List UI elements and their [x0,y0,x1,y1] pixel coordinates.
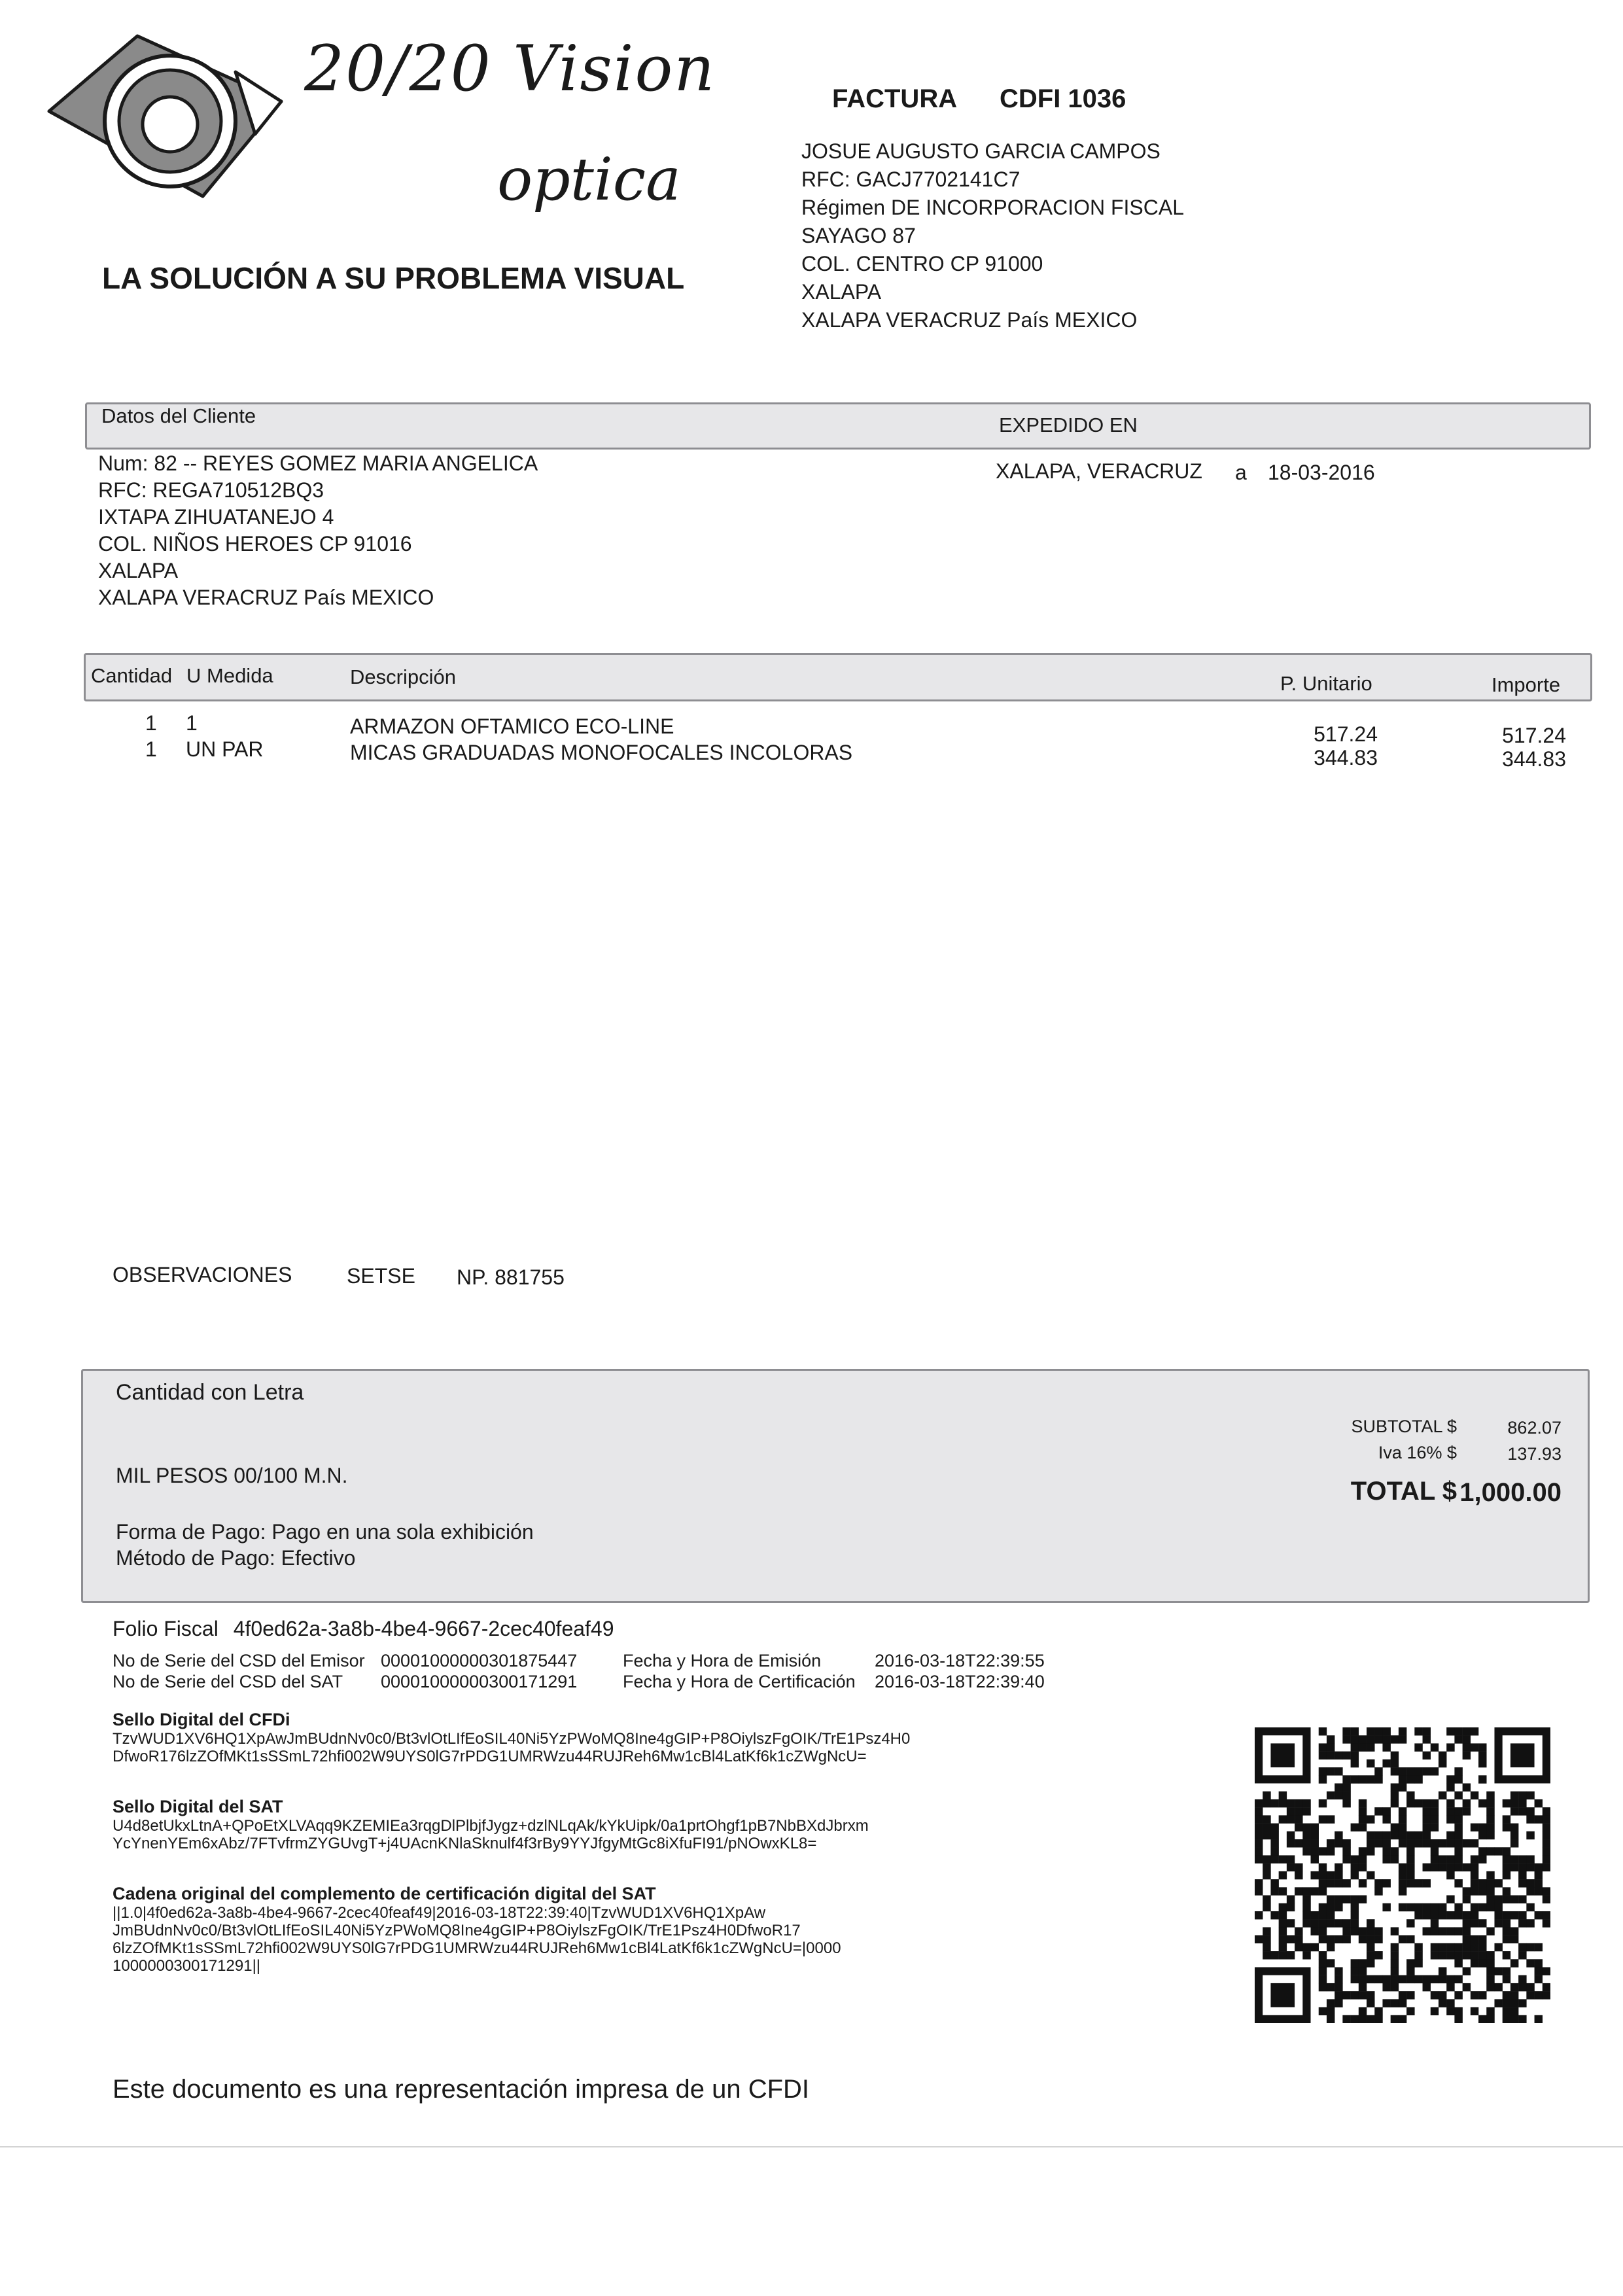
sello-cfdi-block [113,1709,910,1765]
observaciones-label: OBSERVACIONES [113,1263,292,1286]
cadena-label: Cadena original del complemento de certificación digital del SAT [113,1884,656,1903]
client-header-bar [85,402,1591,450]
client-street: IXTAPA ZIHUATANEJO 4 [98,505,334,529]
brand-subtitle: optica [497,145,681,214]
expedido-label: EXPEDIDO EN [999,414,1138,436]
csd-emisor-row [113,1650,1045,1671]
issuer-state-country: XALAPA VERACRUZ País MEXICO [801,308,1138,332]
forma-pago: Forma de Pago: Pago en una sola exhibición [116,1520,534,1544]
document-type: FACTURA [832,84,958,113]
eye-logo-icon [39,26,288,222]
client-state-country: XALAPA VERACRUZ País MEXICO [98,586,434,609]
cadena-line-4: 1000000300171291|| [113,1957,261,1975]
csd-emisor-label: No de Serie del CSD del Emisor [113,1651,365,1670]
issuer-street: SAYAGO 87 [801,224,916,247]
csd-block [113,1650,1045,1692]
issuer-block [801,137,1184,334]
table-row-1-descripcion: ARMAZON OFTAMICO ECO-LINE [350,715,674,738]
issuer-regime: Régimen DE INCORPORACION FISCAL [801,196,1185,219]
certificacion-value: 2016-03-18T22:39:40 [875,1672,1045,1691]
slogan: LA SOLUCIÓN A SU PROBLEMA VISUAL [102,261,685,295]
expedido-date: 18-03-2016 [1268,461,1375,484]
client-rfc: RFC: REGA710512BQ3 [98,478,324,502]
csd-sat-value: 00001000000300171291 [381,1672,578,1691]
sello-sat-label: Sello Digital del SAT [113,1797,283,1816]
brand-name: 20/20 Vision [304,32,716,105]
cadena-line-3: 6lzZOfMKt1sSSmL72hfi002W9UYS0lG7rPDG1UMRWzu44RUJReh6Mw1cBl4LatKf6k1cZWgNcU=|0000 [113,1939,841,1957]
cadena-block [113,1883,841,1975]
total-label: TOTAL $ [1350,1477,1457,1506]
client-block [98,450,538,611]
subtotal-value: 862.07 [1507,1418,1562,1438]
cantidad-letra-value: MIL PESOS 00/100 M.N. [116,1464,348,1487]
cadena-line-2: JmBUdnNv0c0/Bt3vlOtLIfEoSIL40Ni5YzPWoMQ8Ine4gGIP+P8OiylszFgOIK/TrE1Psz4H0DfwoR17 [113,1922,801,1939]
table-row-1-importe: 517.24 [1502,724,1566,747]
sello-cfdi-line-1: TzvWUD1XV6HQ1XpAwJmBUdnNv0c0/Bt3vlOtLIfEoSIL40Ni5YzPWoMQ8Ine4gGIP+P8OiylszFgOIK/TrE1Psz4H0 [113,1730,911,1748]
csd-sat-row [113,1671,1045,1692]
table-row-1-cantidad: 1 [145,711,157,735]
issuer-rfc: RFC: GACJ7702141C7 [801,168,1021,191]
table-row-2-descripcion: MICAS GRADUADAS MONOFOCALES INCOLORAS [350,741,853,764]
client-bar-label: Datos del Cliente [101,404,256,427]
table-row-2-unitario: 344.83 [1314,746,1378,769]
col-cantidad: Cantidad [91,664,173,687]
emision-value: 2016-03-18T22:39:55 [875,1651,1045,1670]
subtotal-label: SUBTOTAL $ [1351,1417,1457,1436]
client-name: Num: 82 -- REYES GOMEZ MARIA ANGELICA [98,451,538,475]
col-descripcion: Descripción [350,665,456,688]
issuer-colonia: COL. CENTRO CP 91000 [801,252,1043,275]
sello-sat-line-1: U4d8etUkxLtnA+QPoEtXLVAqq9KZEMIEa3rqgDlPlbjfJygz+dzlNLqAk/kYkUipk/0a1prtOhgf1pB7NbBXdJbrxm [113,1817,869,1835]
csd-sat-label: No de Serie del CSD del SAT [113,1672,343,1691]
table-row-1-unidad: 1 [186,711,198,735]
expedido-a: a [1235,461,1247,484]
invoice-folio: CDFI 1036 [1000,84,1126,113]
iva-label: Iva 16% $ [1378,1443,1457,1462]
csd-emisor-value: 00001000000301875447 [381,1651,578,1670]
cadena-line-1: ||1.0|4f0ed62a-3a8b-4be4-9667-2cec40feaf49|2016-03-18T22:39:40|TzvWUD1XV6HQ1XpAw [113,1904,766,1922]
page-divider [0,2146,1623,2147]
emision-label: Fecha y Hora de Emisión [623,1651,822,1670]
sello-sat-block [113,1796,869,1852]
items-header-bar [84,653,1592,701]
client-colonia: COL. NIÑOS HEROES CP 91016 [98,532,412,556]
folio-fiscal [113,1616,614,1641]
cantidad-letra-label: Cantidad con Letra [116,1380,304,1405]
footer-note: Este documento es una representación impresa de un CFDI [113,2075,810,2104]
col-unitario: P. Unitario [1280,672,1372,695]
table-row-1-unitario: 517.24 [1314,722,1378,746]
client-city: XALAPA [98,559,179,582]
observaciones-value-2: NP. 881755 [457,1265,565,1289]
table-row-2-unidad: UN PAR [186,737,264,761]
col-unidad: U Medida [186,664,273,687]
iva-value: 137.93 [1507,1444,1562,1464]
expedido-place: XALAPA, VERACRUZ [996,459,1202,483]
sello-sat-line-2: YcYnenYEm6xAbz/7FTvfrmZYGUvgT+j4UAcnKNlaSknulf4f3rBy9YYJfgyMtGc8iXfuFI91/pNOwxKL8= [113,1835,817,1852]
col-importe: Importe [1492,673,1561,696]
sello-cfdi-line-2: DfwoR176lzZOfMKt1sSSmL72hfi002W9UYS0lG7rPDG1UMRWzu44RUJReh6Mw1cBl4LatKf6k1cZWgNcU= [113,1748,867,1765]
total-value: 1,000.00 [1459,1478,1562,1507]
observaciones-value-1: SETSE [347,1264,415,1288]
issuer-city: XALAPA [801,280,882,304]
table-row-2-importe: 344.83 [1502,747,1566,771]
qr-code-icon [1255,1727,1550,2023]
totals-box [81,1369,1590,1603]
table-row-2-cantidad: 1 [145,737,157,761]
sello-cfdi-label: Sello Digital del CFDi [113,1710,290,1729]
folio-fiscal-value: 4f0ed62a-3a8b-4be4-9667-2cec40feaf49 [233,1617,614,1640]
issuer-name: JOSUE AUGUSTO GARCIA CAMPOS [801,139,1161,163]
metodo-pago: Método de Pago: Efectivo [116,1546,356,1570]
certificacion-label: Fecha y Hora de Certificación [623,1672,856,1691]
folio-fiscal-label: Folio Fiscal [113,1617,218,1640]
